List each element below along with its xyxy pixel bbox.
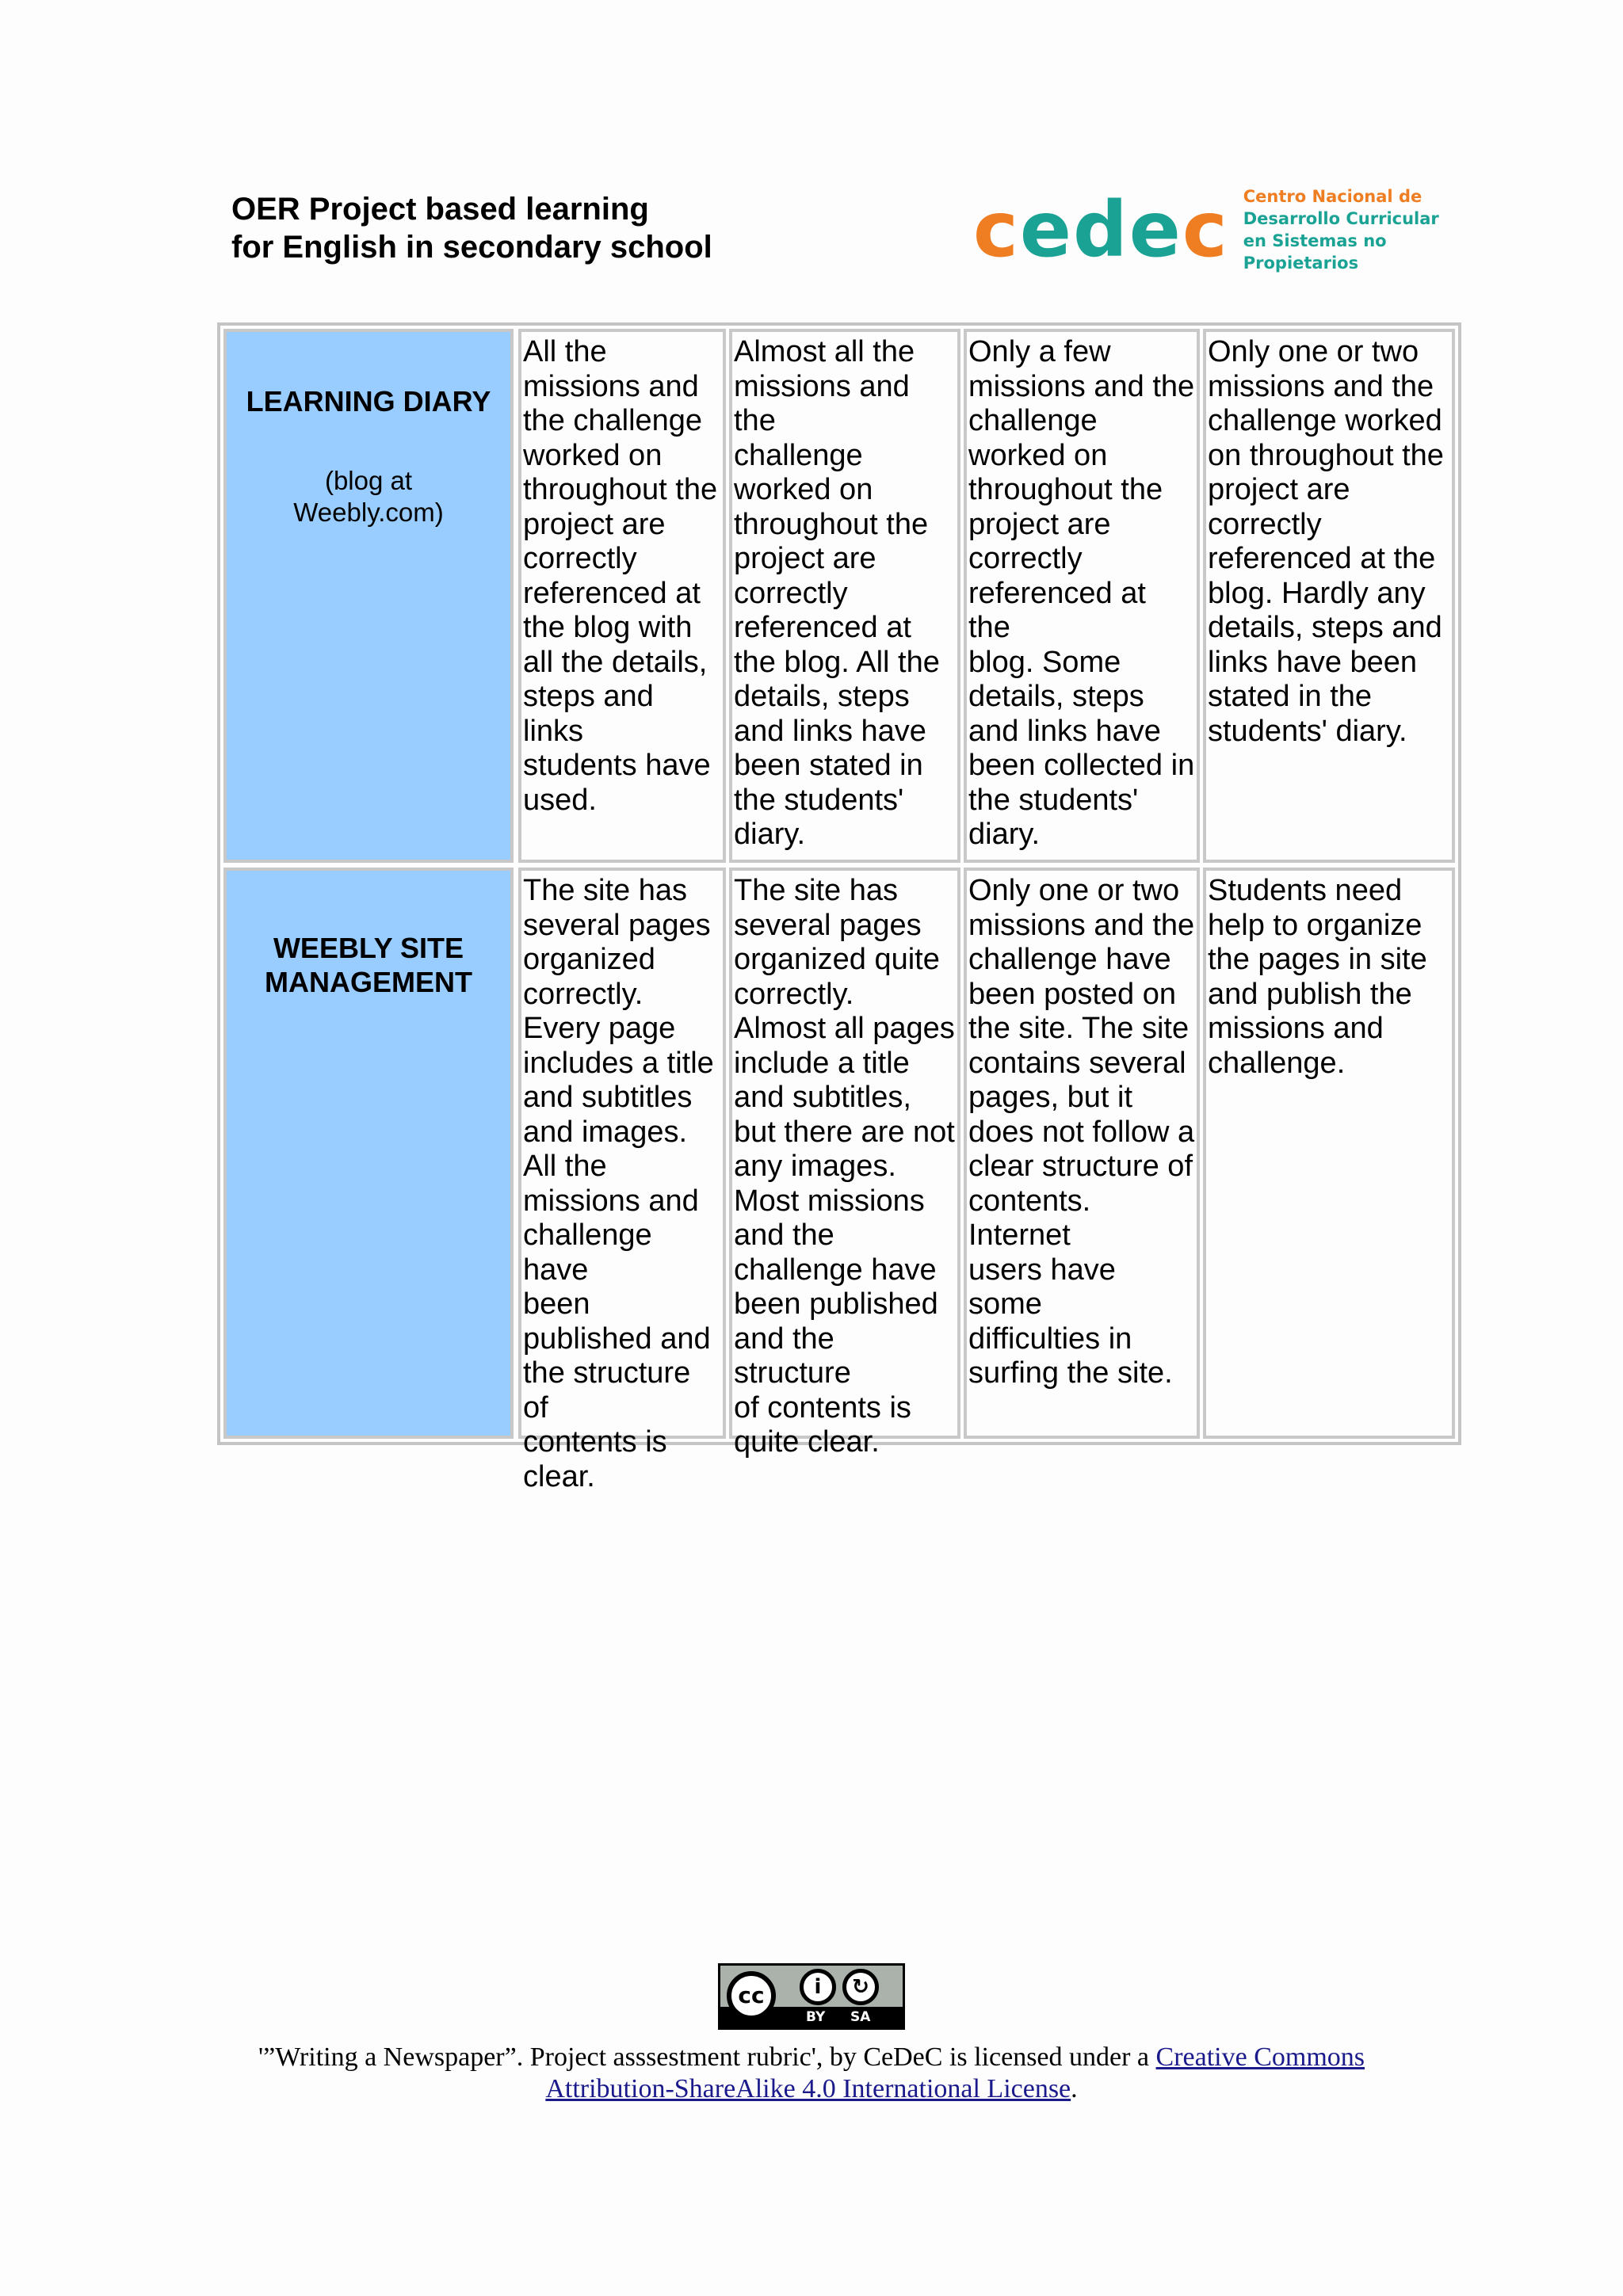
cedec-logo-line1: Centro Nacional de (1243, 187, 1423, 206)
page-title-line1: OER Project based learning (231, 192, 649, 227)
table-cell: Only one or two missions and the challenge worked on throughout the project are correctly referenced at the blog. Hardly any details, steps and links have been stated in the students' diary. (1203, 329, 1455, 863)
cedec-logo-subtitle (1243, 185, 1449, 274)
table-cell: Students need help to organize the pages in site and publish the missions and challenge. (1203, 868, 1455, 1439)
license-text-prefix: '”Writing a Newspaper”. Project asssestment rubric', by CeDeC is licensed under a (258, 2042, 1156, 2072)
cedec-logo-line2: Desarrollo Curricular (1243, 209, 1439, 228)
page-title (231, 190, 712, 266)
page-title-line2: for English in secondary school (231, 230, 712, 265)
cedec-logo-line3: en Sistemas no Propietarios (1243, 231, 1387, 273)
row-label-subtitle: (blog at Weebly.com) (293, 466, 444, 527)
table-cell: Almost all the missions and the challenge worked on throughout the project are correctly referenced at the blog. All the details, steps and links have been stated in the students' diary. (729, 329, 960, 863)
table-cell: Only a few missions and the challenge worked on throughout the project are correctly referenced at the blog. Some details, steps and links have been collected in the students' diary. (964, 329, 1200, 863)
license-link-line1[interactable]: Creative Commons (1155, 2042, 1365, 2072)
table-cell: The site has several pages organized correctly. Every page includes a title and subtitles and images. All the missions and challenge have been published and the structure of contents is clear. (518, 868, 726, 1439)
person-icon: i (800, 1969, 836, 2005)
row-label-title: WEEBLY SITE MANAGEMENT (265, 931, 472, 998)
table-cell: Only one or two missions and the challenge have been posted on the site. The site contains several pages, but it does not follow a clear structure of contents. Internet users have some difficulties in surfing the site. (964, 868, 1200, 1439)
cc-sa-label: SA (850, 2009, 871, 2025)
cedec-logo-word: cedec (973, 185, 1229, 274)
row-label-weebly-site-management (223, 868, 514, 1439)
license-footer (0, 1963, 1623, 2105)
license-link-line2[interactable]: Attribution-ShareAlike 4.0 International License (545, 2074, 1071, 2103)
row-label-learning-diary (223, 329, 514, 863)
license-text (0, 2042, 1623, 2105)
license-text-suffix: . (1071, 2074, 1078, 2103)
table-cell: The site has several pages organized quite correctly. Almost all pages include a title and subtitles, but there are not any images. Most missions and the challenge have been published and the structure of contents is quite clear. (729, 868, 960, 1439)
cedec-logo (973, 185, 1449, 274)
cc-by-label: BY (806, 2009, 826, 2025)
row-label-title: LEARNING DIARY (246, 384, 491, 418)
cc-icon: cc (727, 1971, 776, 2020)
cc-by-sa-badge[interactable] (718, 1963, 905, 2030)
table-cell: All the missions and the challenge worked on throughout the project are correctly referenced at the blog with all the details, steps and links students have used. (518, 329, 726, 863)
share-alike-icon: ↻ (842, 1969, 879, 2005)
